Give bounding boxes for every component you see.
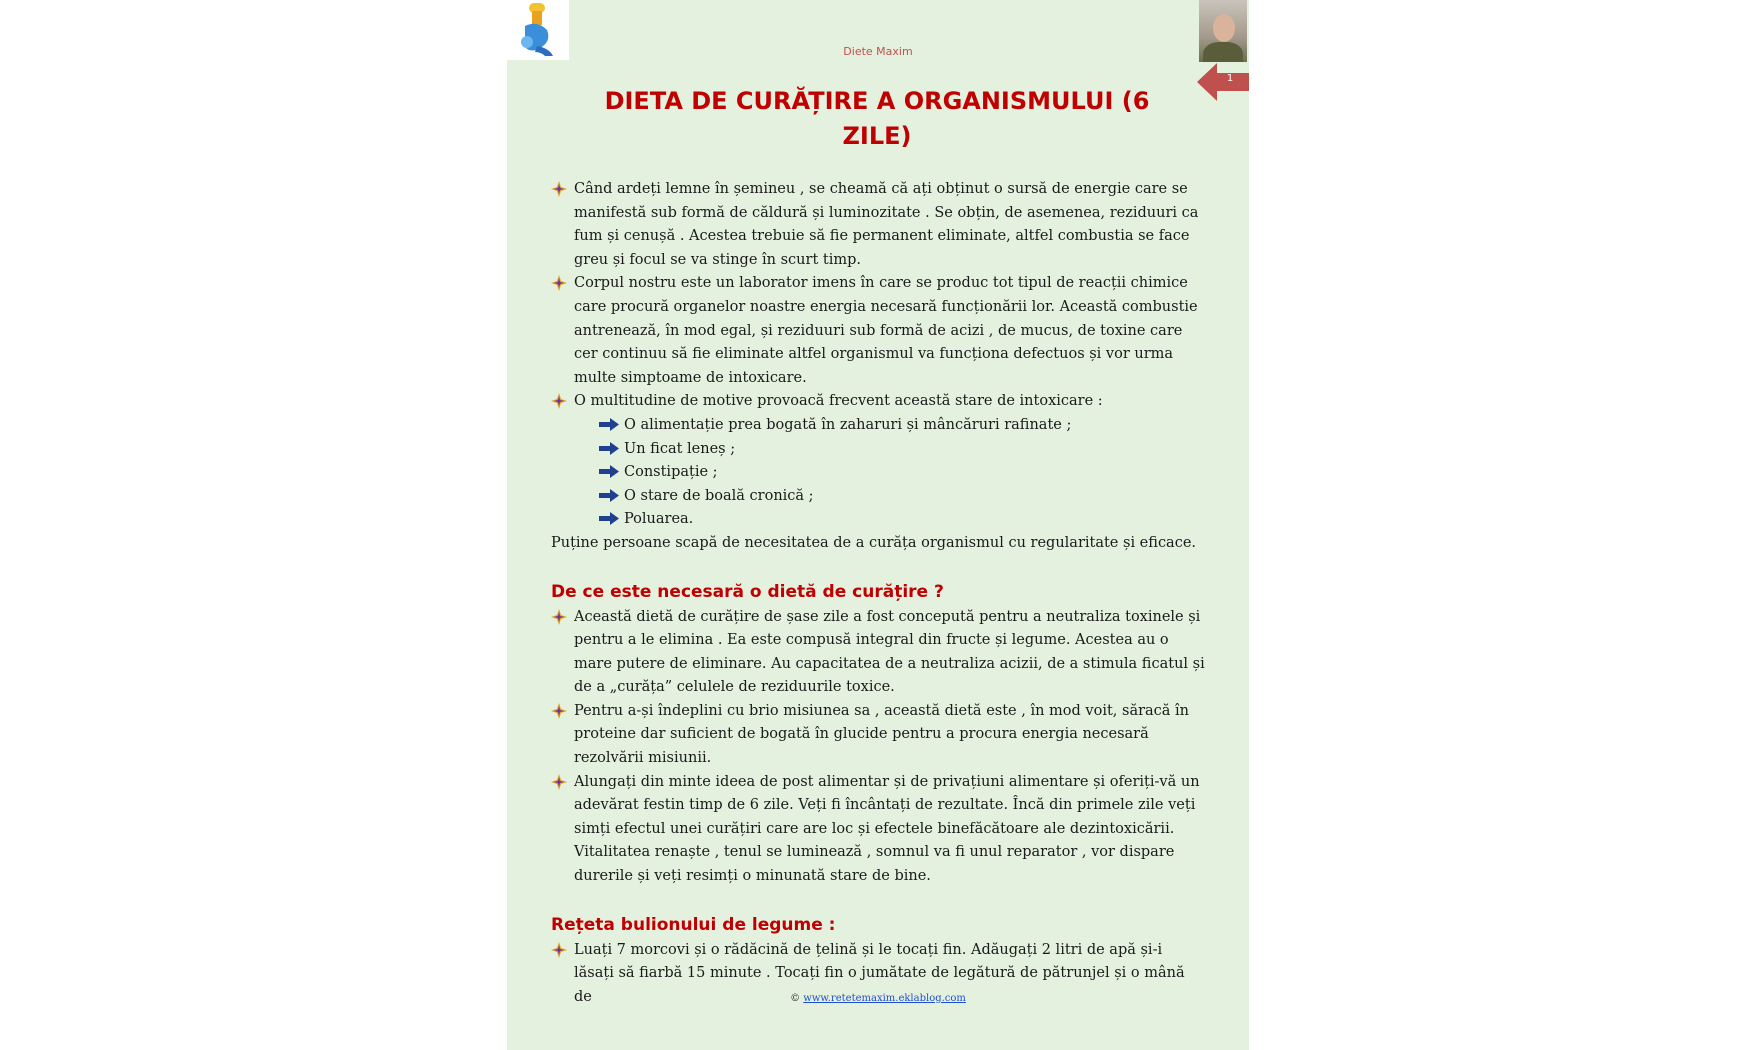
intro-list <box>551 178 1206 414</box>
section-heading-recipe: Rețeta bulionului de legume : <box>551 914 836 935</box>
page-number-badge <box>1197 63 1249 101</box>
page-number: 1 <box>1226 73 1234 84</box>
star-bullet-icon <box>551 181 567 197</box>
footer-link[interactable]: www.retetemaxim.eklablog.com <box>803 993 966 1004</box>
list-item: Alungați din minte ideea de post alimentar și de privațiuni alimentare și oferiți-vă un adevărat festin timp de 6 zile. Veți fi încântați de rezultate. Încă din primele zile veți simți efectul unei curățiri care are loc și efectele binefăcătoare ale dezintoxicării. Vitalitatea renaște , tenul se luminează , somnul va fi unul reparator , vor dispare durerile și veți resimți o minunată stare de bine. <box>551 771 1206 889</box>
section-heading-why: De ce este necesară o dietă de curățire ? <box>551 581 944 602</box>
summary-paragraph: Puține persoane scapă de necesitatea de a curăța organismul cu regularitate și eficace. <box>551 534 1197 551</box>
list-item: Când ardeți lemne în șemineu , se cheamă că ați obținut o sursă de energie care se manifestă sub formă de căldură și luminozitate . Se obțin, de asemenea, reziduuri ca fum și cenușă . Acestea trebuie să fie permanent eliminate, altfel combustia se face greu și focul se va stinge în scurt timp. <box>551 178 1206 272</box>
star-bullet-icon <box>551 275 567 291</box>
author-photo <box>1199 0 1247 62</box>
star-bullet-icon <box>551 609 567 625</box>
arrow-bullet-icon <box>599 465 619 478</box>
document-page <box>507 0 1249 1050</box>
list-item: Poluarea. <box>599 508 1206 532</box>
arrow-bullet-icon <box>599 442 619 455</box>
list-item: Constipație ; <box>599 461 1206 485</box>
list-item: Corpul nostru este un laborator imens în care se produc tot tipul de reacții chimice care procură organelor noastre energia necesară funcționării lor. Această combustie antrenează, în mod egal, și reziduuri sub formă de acizi , de mucus, de toxine care cer continuu să fie eliminate altfel organismul va funcționa defectuos și vor urma multe simptoame de intoxicare. <box>551 272 1206 390</box>
list-item: Această dietă de curățire de șase zile a fost concepută pentru a neutraliza toxinele și pentru a le elimina . Ea este compusă integral din fructe și legume. Acestea au o mare putere de eliminare. Au capacitatea de a neutraliza acizii, de a stimula ficatul și de a „curăța” celulele de reziduurile toxice. <box>551 606 1206 700</box>
copyright-symbol: © <box>790 993 801 1004</box>
arrow-bullet-icon <box>599 489 619 502</box>
list-item: Un ficat leneș ; <box>599 438 1206 462</box>
list-item: O alimentație prea bogată în zaharuri și mâncăruri rafinate ; <box>599 414 1206 438</box>
star-bullet-icon <box>551 942 567 958</box>
why-list <box>551 606 1206 889</box>
star-bullet-icon <box>551 774 567 790</box>
list-item: O multitudine de motive provoacă frecvent această stare de intoxicare : <box>551 390 1206 414</box>
list-item: O stare de boală cronică ; <box>599 485 1206 509</box>
arrow-bullet-icon <box>599 512 619 525</box>
list-item: Luați 7 morcovi și o rădăcină de țelină și le tocați fin. Adăugați 2 litri de apă și-i lăsați să fiarbă 15 minute . Tocați fin o jumătate de legătură de pătrunjel și o mână de <box>551 939 1206 1010</box>
list-item: Pentru a-și îndeplini cu brio misiunea sa , această dietă este , în mod voit, săracă în proteine dar suficient de bogată în glucide pentru a procura energia necesară rezolvării misiunii. <box>551 700 1206 771</box>
star-bullet-icon <box>551 703 567 719</box>
page-title: DIETA DE CURĂȚIRE A ORGANISMULUI (6 ZILE) <box>604 87 1150 150</box>
arrow-bullet-icon <box>599 418 619 431</box>
header-text: Diete Maxim <box>843 45 913 58</box>
page-footer <box>507 993 1249 1004</box>
causes-list <box>551 414 1206 532</box>
document-body <box>551 178 1206 1009</box>
star-bullet-icon <box>551 393 567 409</box>
